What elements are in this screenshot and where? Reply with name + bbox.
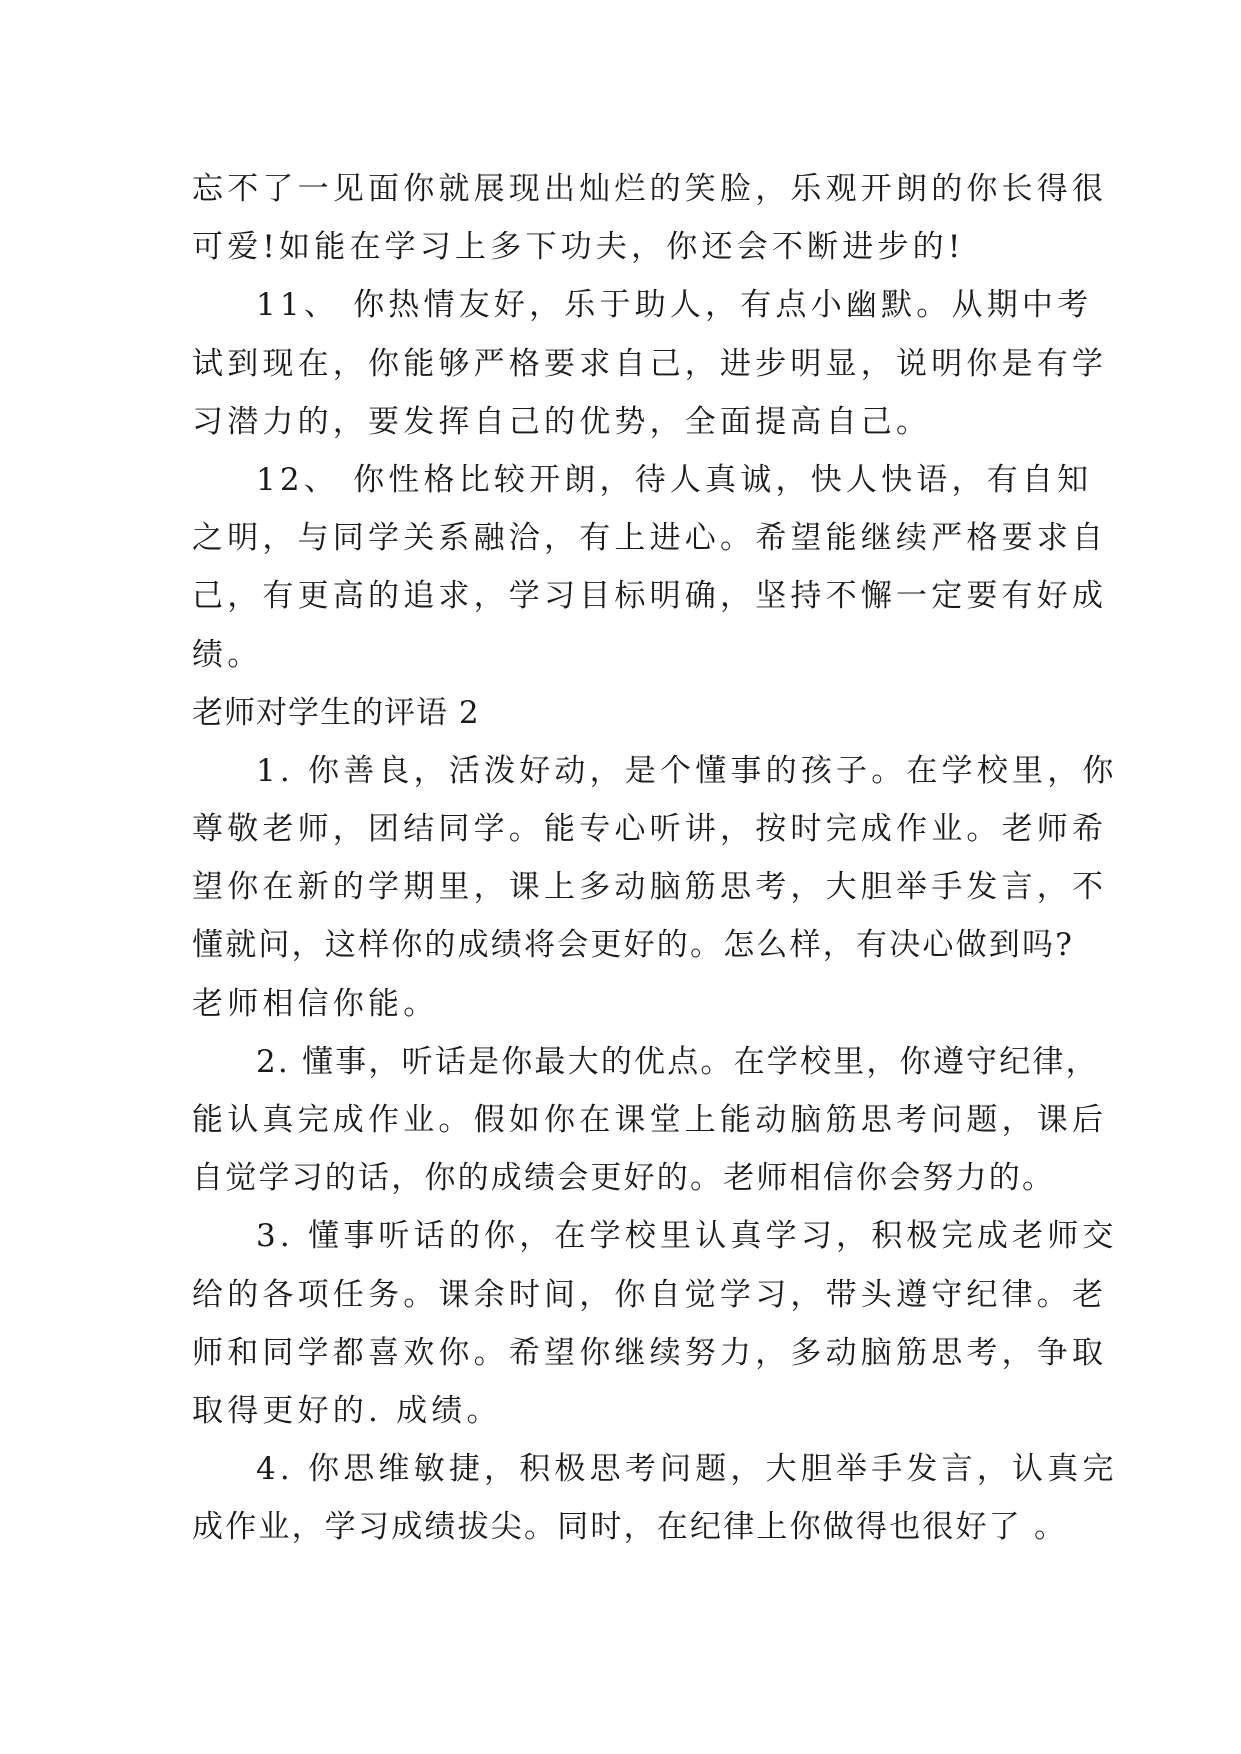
text-line: 老师相信你能。 — [192, 985, 439, 1022]
paragraph-11-start: 11、 你热情友好，乐于助人，有点小幽默。从期中考 — [256, 287, 1093, 324]
item-4-start: 4. 你思维敏捷，积极思考问题，大胆举手发言，认真完 — [256, 1451, 1118, 1488]
text-line: 尊敬老师，团结同学。能专心听讲，按时完成作业。老师希 — [192, 811, 1108, 848]
text-line: 试到现在，你能够严格要求自己，进步明显，说明你是有学 — [192, 345, 1108, 382]
text-line: 成作业，学习成绩拔尖。同时，在纪律上你做得也很好了 。 — [192, 1509, 1068, 1546]
text-line: 望你在新的学期里，课上多动脑筋思考，大胆举手发言，不 — [192, 869, 1108, 906]
text-line: 习潜力的，要发挥自己的优势，全面提高自己。 — [192, 403, 932, 440]
text-line: 师和同学都喜欢你。希望你继续努力，多动脑筋思考，争取 — [192, 1334, 1108, 1371]
text-line: 懂就问，这样你的成绩将会更好的。怎么样，有决心做到吗? — [192, 927, 1075, 964]
text-line: 给的各项任务。课余时间，你自觉学习，带头遵守纪律。老 — [192, 1276, 1108, 1313]
text-line: 取得更好的. 成绩。 — [192, 1392, 502, 1429]
text-line: 自觉学习的话，你的成绩会更好的。老师相信你会努力的。 — [192, 1160, 1056, 1197]
text-line: 忘不了一见面你就展现出灿烂的笑脸，乐观开朗的你长得很 — [192, 171, 1108, 207]
document-body — [192, 160, 1118, 1557]
text-line: 己，有更高的追求，学习目标明确，坚持不懈一定要有好成 — [192, 578, 1108, 615]
text-line: 可爱!如能在学习上多下功夫，你还会不断进步的! — [192, 229, 965, 266]
item-3-start: 3. 懂事听话的你，在学校里认真学习，积极完成老师交 — [256, 1218, 1118, 1255]
paragraph-12-start: 12、 你性格比较开朗，待人真诚，快人快语，有自知 — [256, 461, 1093, 498]
text-line: 能认真完成作业。假如你在课堂上能动脑筋思考问题，课后 — [192, 1102, 1108, 1138]
section-heading: 老师对学生的评语 2 — [192, 694, 480, 731]
item-1-start: 1. 你善良，活泼好动，是个懂事的孩子。在学校里，你 — [256, 752, 1118, 789]
text-line: 绩。 — [192, 636, 263, 673]
text-line: 之明，与同学关系融洽，有上进心。希望能继续严格要求自 — [192, 520, 1108, 557]
item-2-start: 2. 懂事，听话是你最大的优点。在学校里，你遵守纪律， — [256, 1043, 1099, 1080]
